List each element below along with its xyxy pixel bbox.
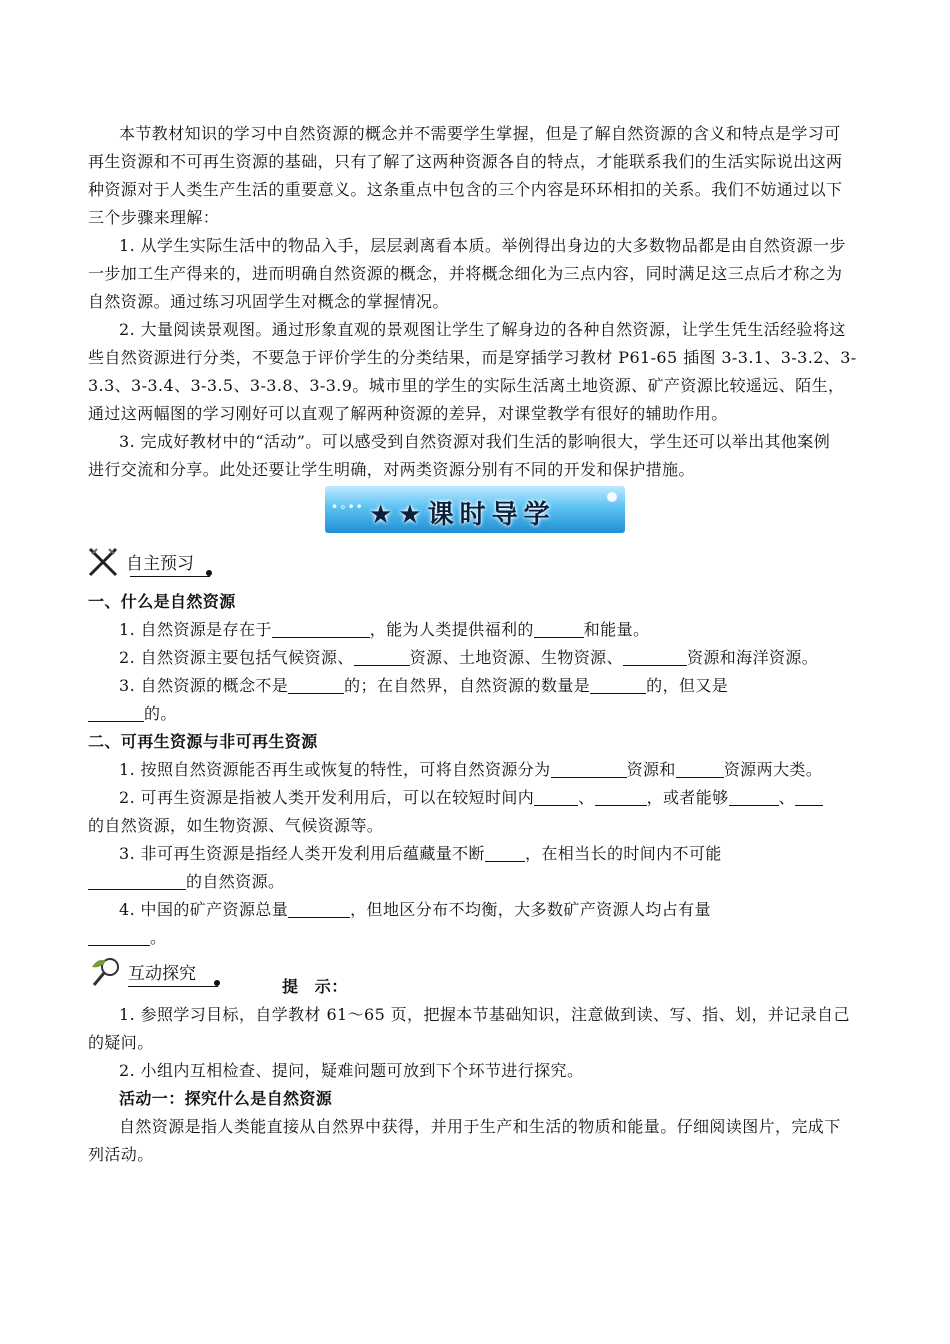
question-text: 、: [578, 788, 595, 807]
activity-title: 活动一：探究什么是自然资源: [119, 1089, 333, 1108]
answer-blank[interactable]: [795, 789, 823, 806]
question-text: 的；在自然界，自然资源的数量是: [344, 676, 591, 695]
self-preview-label: 自主预习: [126, 554, 194, 574]
header-underline: [130, 576, 210, 577]
question-text: 资源和海洋资源。: [686, 648, 819, 667]
question-text: 1. 按照自然资源能否再生或恢复的特性，可将自然资源分为: [119, 760, 551, 779]
question-text: 2. 可再生资源是指被人类开发利用后，可以在较短时间内: [119, 788, 535, 807]
question-line: [119, 843, 722, 865]
interactive-explore-label: 互动探究: [128, 964, 196, 984]
answer-blank[interactable]: [88, 705, 144, 722]
activity-line: 列活动。: [88, 1145, 154, 1164]
step-one-line: 1. 从学生实际生活中的物品入手，层层剥离看本质。举例得出身边的大多数物品都是由自然资源一步: [119, 236, 846, 255]
step-three-line: 3. 完成好教材中的“活动”。可以感受到自然资源对我们生活的影响很大，学生还可以举出其他案例: [119, 432, 831, 451]
hint-title: 提 示：: [282, 977, 348, 996]
question-text: ，在相当长的时间内不可能: [524, 844, 722, 863]
sparkle-icon: [607, 492, 617, 502]
intro-line: 再生资源和不可再生资源的基础，只有了解了这两种资源各自的特点，才能联系我们的生活实际说出这两: [88, 152, 843, 171]
tip-line: 2. 小组内互相检查、提问，疑难问题可放到下个环节进行探究。: [119, 1061, 584, 1080]
question-text: 3. 非可再生资源是指经人类开发利用后蕴藏量不断: [119, 844, 485, 863]
banner-title: ★★课时导学: [369, 500, 556, 530]
question-line: [119, 647, 818, 669]
question-text: 。: [150, 928, 167, 947]
question-line: [88, 703, 177, 725]
step-two-line: 些自然资源进行分类，不要急于评价学生的分类结果，而是穿插学习教材 P61-65 插图 3-3.1、3-3.2、3-: [88, 348, 857, 367]
answer-blank[interactable]: [288, 677, 344, 694]
question-text: 、: [778, 788, 795, 807]
answer-blank[interactable]: [88, 873, 186, 890]
answer-blank[interactable]: [88, 929, 150, 946]
question-text: 1. 自然资源是存在于: [119, 620, 272, 639]
header-underline: [128, 986, 218, 987]
question-text: 3. 自然资源的概念不是: [119, 676, 289, 695]
question-line: [119, 619, 649, 641]
magnifier-leaf-icon: [88, 955, 126, 989]
answer-blank[interactable]: [590, 677, 646, 694]
question-text: 的，但又是: [646, 676, 729, 695]
header-dot: [206, 570, 212, 576]
answer-blank[interactable]: [729, 789, 779, 806]
lesson-guide-banner: [325, 486, 625, 533]
step-two-line: 3.3、3-3.4、3-3.5、3-3.8、3-3.9。城市里的学生的实际生活离土地资源、矿产资源比较遥远、陌生，: [88, 376, 845, 395]
step-one-line: 自然资源。通过练习巩固学生对概念的掌握情况。: [88, 292, 449, 311]
activity-line: 自然资源是指人类能直接从自然界中获得，并用于生产和生活的物质和能量。仔细阅读图片，完成下: [119, 1117, 841, 1136]
answer-blank[interactable]: [676, 761, 724, 778]
question-text: 资源两大类。: [723, 760, 823, 779]
tip-line: 的疑问。: [88, 1033, 154, 1052]
banner-decoration: •∘••: [331, 500, 364, 514]
answer-blank[interactable]: [288, 901, 350, 918]
question-text: 资源、土地资源、生物资源、: [409, 648, 623, 667]
answer-blank[interactable]: [485, 845, 525, 862]
answer-blank[interactable]: [534, 789, 578, 806]
question-text: 2. 自然资源主要包括气候资源、: [119, 648, 354, 667]
question-text: ，但地区分布不均衡，大多数矿产资源人均占有量: [350, 900, 711, 919]
question-text: 和能量。: [583, 620, 650, 639]
answer-blank[interactable]: [354, 649, 410, 666]
step-one-line: 一步加工生产得来的，进而明确自然资源的概念，并将概念细化为三点内容，同时满足这三点后才称之为: [88, 264, 843, 283]
question-line: [119, 675, 728, 697]
section-heading-1: 一、什么是自然资源: [88, 592, 236, 611]
answer-blank[interactable]: [534, 621, 584, 638]
answer-blank[interactable]: [595, 789, 647, 806]
question-text: 资源和: [626, 760, 676, 779]
step-two-line: 通过这两幅图的学习刚好可以直观了解两种资源的差异，对课堂教学有很好的辅助作用。: [88, 404, 728, 423]
interactive-explore-header: [88, 955, 238, 989]
answer-blank[interactable]: [623, 649, 687, 666]
tip-line: 1. 参照学习目标，自学教材 61～65 页，把握本节基础知识，注意做到读、写、指、划，并记录自己: [119, 1005, 850, 1024]
crossed-pens-icon: [86, 545, 120, 579]
intro-line: 本节教材知识的学习中自然资源的概念并不需要学生掌握，但是了解自然资源的含义和特点是学习可: [119, 124, 841, 143]
section-heading-2: 二、可再生资源与非可再生资源: [88, 732, 318, 751]
question-text: 的。: [144, 704, 177, 723]
question-text: ，能为人类提供福利的: [369, 620, 534, 639]
header-dot: [214, 980, 220, 986]
answer-blank[interactable]: [272, 621, 370, 638]
question-line: [88, 871, 284, 893]
intro-line: 三个步骤来理解：: [88, 208, 220, 227]
question-line: [88, 927, 166, 949]
step-two-line: 2. 大量阅读景观图。通过形象直观的景观图让学生了解身边的各种自然资源，让学生凭生活经验将这: [119, 320, 846, 339]
question-line: [119, 787, 823, 809]
step-three-line: 进行交流和分享。此处还要让学生明确，对两类资源分别有不同的开发和保护措施。: [88, 460, 695, 479]
question-line: [119, 899, 711, 921]
self-preview-header: [86, 545, 216, 579]
answer-blank[interactable]: [551, 761, 627, 778]
question-line: 的自然资源，如生物资源、气候资源等。: [88, 816, 384, 835]
intro-line: 种资源对于人类生产生活的重要意义。这条重点中包含的三个内容是环环相扣的关系。我们不妨通过以下: [88, 180, 843, 199]
question-text: ，或者能够: [646, 788, 729, 807]
question-text: 的自然资源。: [186, 872, 285, 891]
question-text: 4. 中国的矿产资源总量: [119, 900, 289, 919]
question-line: [119, 759, 822, 781]
